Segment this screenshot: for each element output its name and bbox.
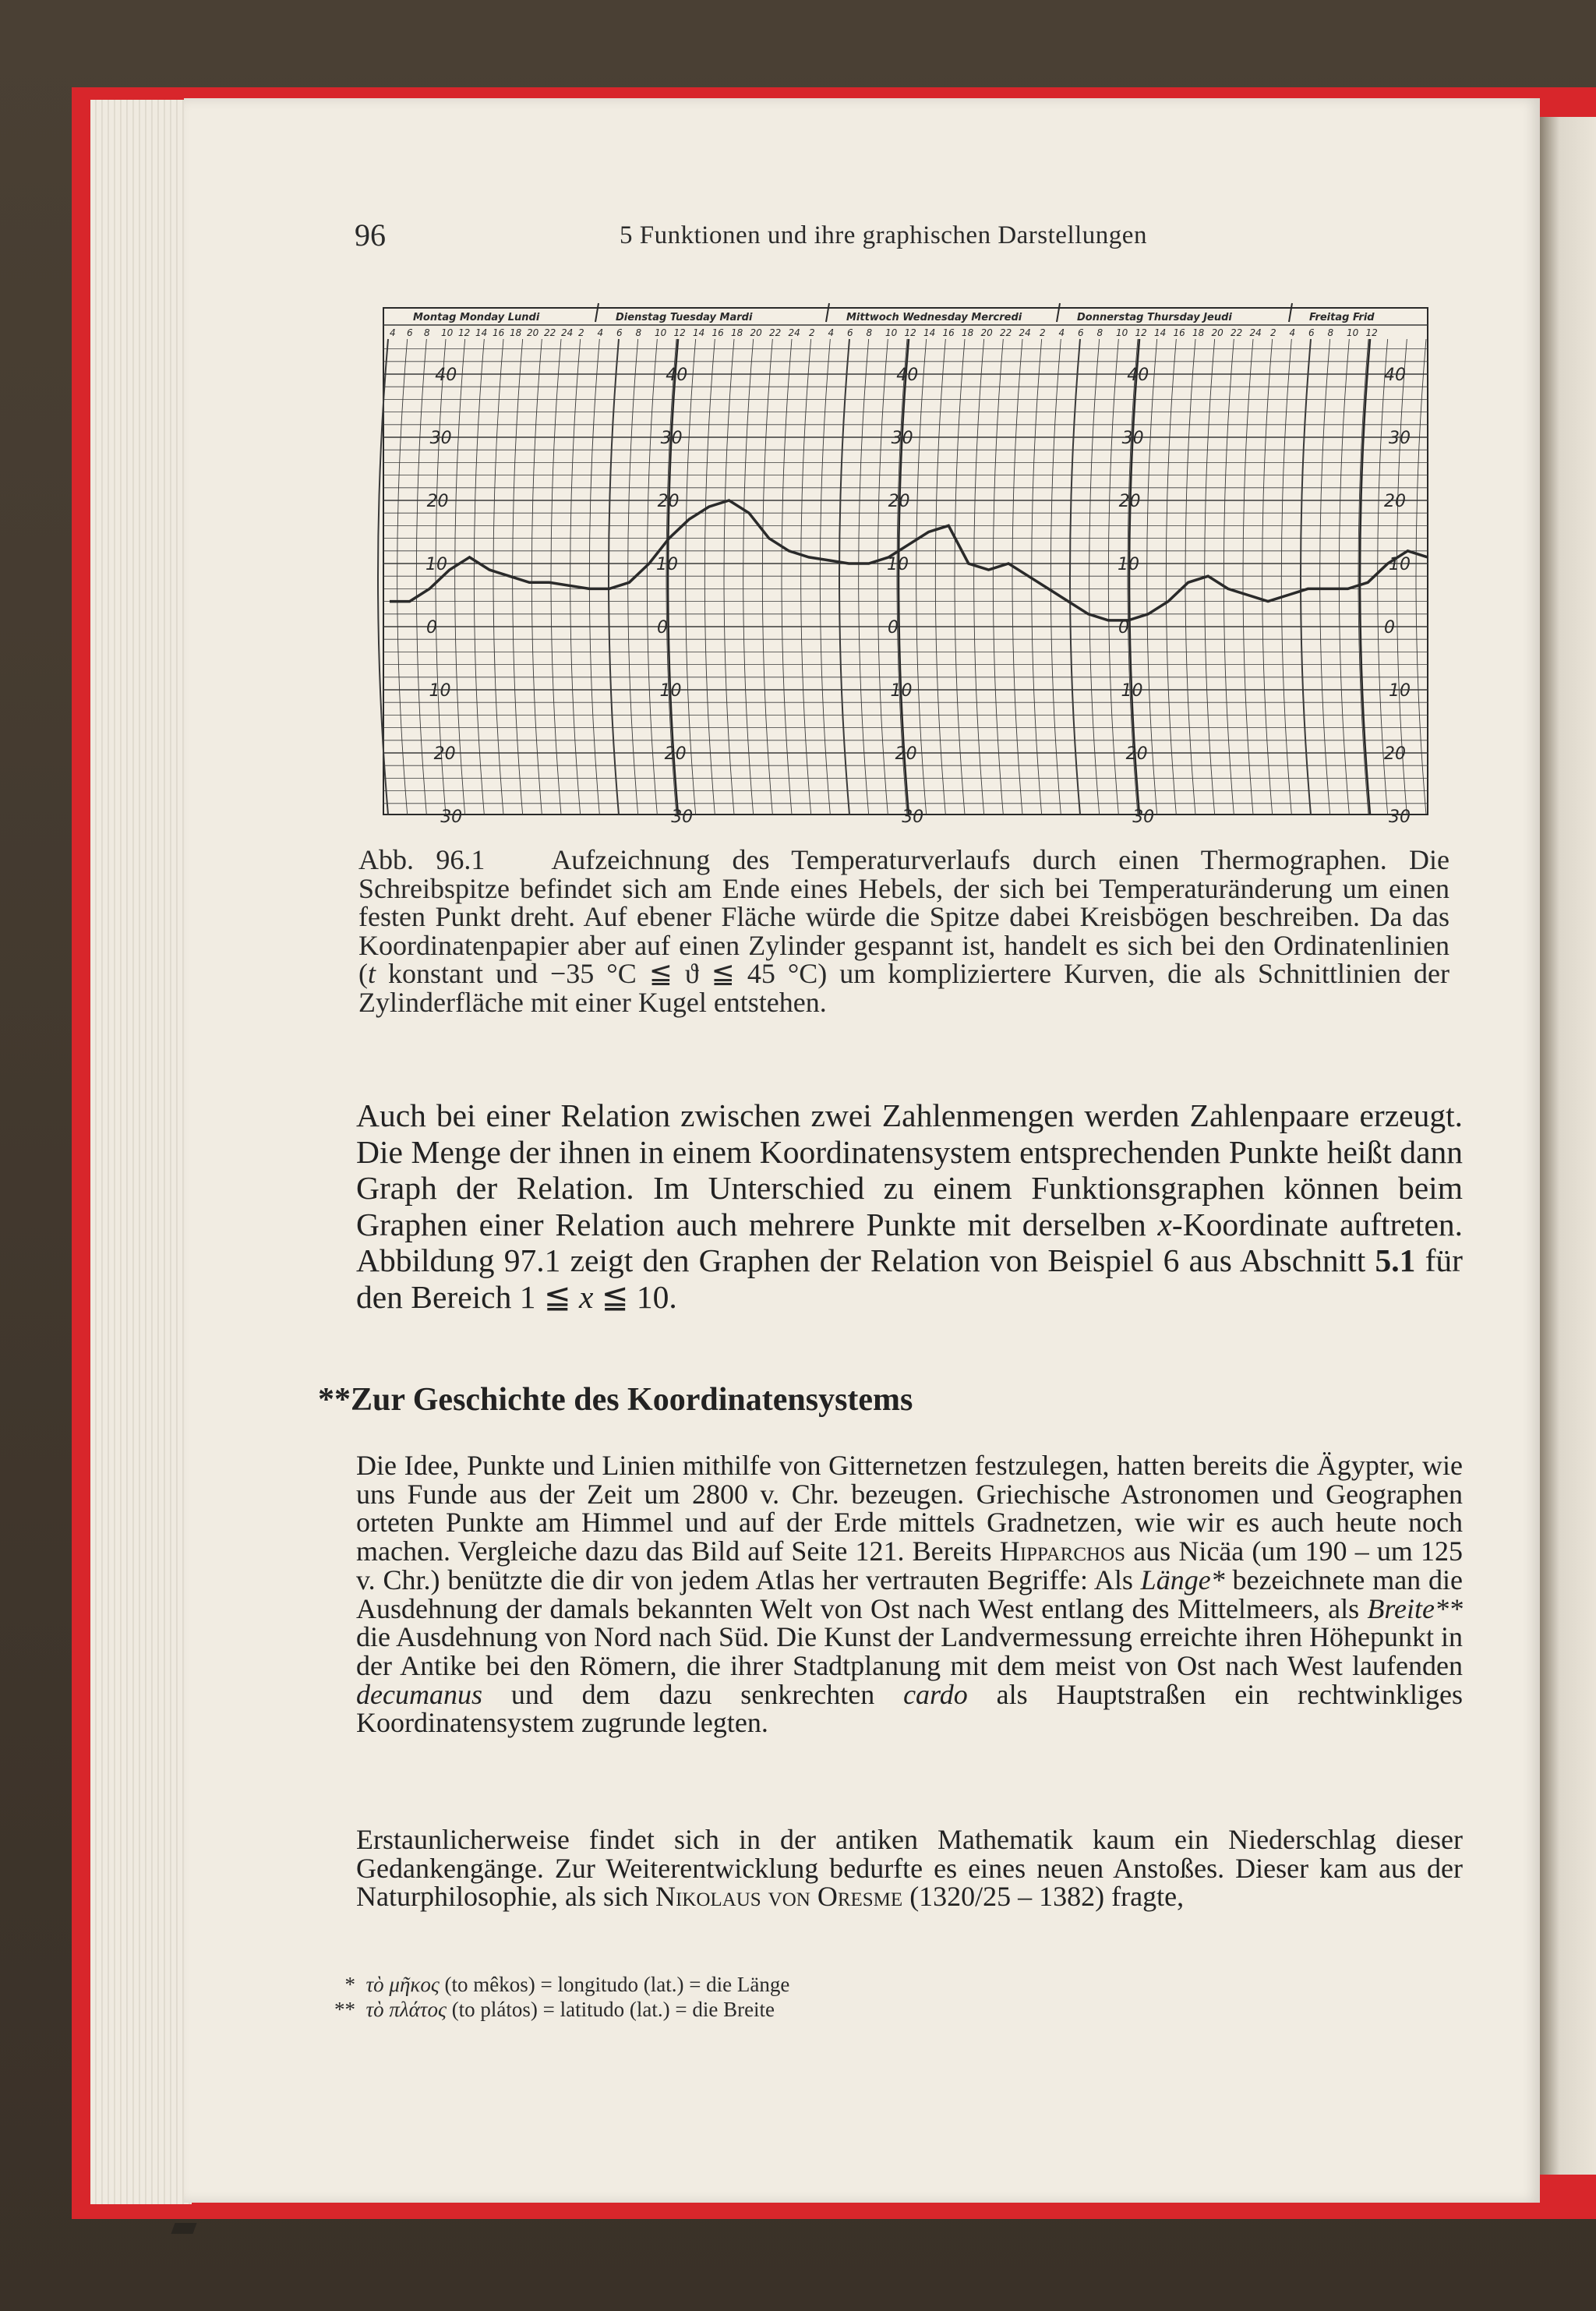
- hour-tick-label: 14: [1154, 327, 1167, 338]
- scale-label: 0: [657, 618, 669, 638]
- footnote-2: [327, 1997, 789, 2022]
- text-run: aus Nicäa (um 190 – um 125 v. Chr.) benützte die dir von jedem Atlas her vertrauten Begriffe: Als: [356, 1535, 1464, 1595]
- scale-label: 30: [660, 429, 683, 448]
- relation-paragraph: [356, 1097, 1463, 1315]
- scale-label: 10: [429, 681, 451, 701]
- footnote-text: (to mêkos) = longitudo (lat.) = die Länge: [439, 1973, 790, 1996]
- scale-label-last: 0: [1384, 618, 1395, 638]
- facing-page-edge: [1540, 117, 1596, 2175]
- scale-label: 10: [656, 555, 679, 574]
- footnote-mark: **: [334, 1998, 355, 2021]
- scale-label: 10: [425, 555, 448, 574]
- hour-tick-label: 4: [390, 327, 396, 338]
- scale-label: 30: [671, 807, 694, 826]
- scale-label: 0: [888, 618, 899, 638]
- hour-tick-label: 2: [1040, 327, 1046, 338]
- scale-label: 20: [426, 492, 449, 511]
- scale-label: 30: [440, 807, 463, 826]
- thermograph-chart: [374, 292, 1434, 826]
- caption-var-t: t: [368, 958, 376, 989]
- term-breite: Breite**: [1367, 1592, 1463, 1624]
- hour-tick-label: 4: [1289, 327, 1296, 338]
- day-header-label: Mittwoch Wednesday Mercredi: [846, 312, 1022, 323]
- term-decumanus: decumanus: [356, 1678, 482, 1710]
- scale-label: 20: [433, 744, 456, 764]
- running-title: 5 Funktionen und ihre graphischen Darstellungen: [620, 221, 1147, 249]
- figure-caption: [358, 846, 1449, 1016]
- scale-label: 20: [657, 492, 680, 511]
- scale-label: 20: [895, 744, 917, 764]
- hour-tick-label: 2: [578, 327, 584, 338]
- text-run: für den Bereich 1 ≦: [356, 1242, 1464, 1315]
- scale-label: 40: [435, 366, 457, 385]
- scale-label-last: 10: [1389, 681, 1411, 701]
- scale-label: 10: [890, 681, 913, 701]
- hour-tick-label: 20: [980, 327, 993, 338]
- footnote-text: (to plátos) = latitudo (lat.) = die Breite: [446, 1998, 775, 2021]
- text-run: Erstaunlicherweise findet sich in der antiken Mathematik kaum ein Niederschlag dieser Gedankengänge. Zur Weiterentwicklung bedurfte es eines neuen Anstoßes. Dieser kam aus der Naturphilosophie, als sich: [356, 1824, 1463, 1913]
- scale-label: 40: [666, 366, 688, 385]
- page-number: 96: [355, 217, 386, 253]
- day-header-label: Donnerstag Thursday Jeudi: [1077, 312, 1232, 323]
- scale-label: 30: [1132, 807, 1155, 826]
- binding-mark: [171, 2223, 196, 2234]
- hour-tick-label: 22: [1000, 327, 1012, 338]
- scale-label: 10: [887, 555, 909, 574]
- hour-tick-label: 12: [1135, 327, 1147, 338]
- scale-label-last: 20: [1384, 744, 1406, 764]
- hour-tick-label: 24: [1249, 327, 1262, 338]
- hour-tick-label: 12: [904, 327, 916, 338]
- hour-tick-label: 4: [1058, 327, 1065, 338]
- var-x: x: [578, 1278, 594, 1315]
- person-name: Hipparchos: [999, 1535, 1126, 1567]
- text-run: ≦ 10.: [593, 1278, 677, 1315]
- hour-tick-label: 8: [1096, 327, 1103, 338]
- hour-tick-label: 18: [731, 327, 743, 338]
- day-header-label: Dienstag Tuesday Mardi: [616, 312, 753, 323]
- var-x: x: [1157, 1206, 1172, 1242]
- scale-label: 0: [1118, 618, 1130, 638]
- hour-tick-label: 24: [788, 327, 800, 338]
- footnote-1: [327, 1972, 789, 1997]
- hour-tick-label: 20: [750, 327, 762, 338]
- scale-label: 30: [891, 429, 913, 448]
- term-cardo: cardo: [903, 1678, 968, 1710]
- hour-tick-label: 10: [1116, 327, 1128, 338]
- page-stack-edge: [90, 100, 192, 2204]
- scale-label-last: 10: [1389, 555, 1411, 574]
- hour-tick-label: 8: [1327, 327, 1334, 338]
- section-heading: **Zur Geschichte des Koordinatensystems: [318, 1382, 913, 1418]
- text-run: als Hauptstraßen ein rechtwinkliges Koordinatensystem zugrunde legten.: [356, 1678, 1463, 1739]
- hour-tick-label: 18: [962, 327, 974, 338]
- hour-tick-label: 8: [424, 327, 430, 338]
- scale-label-last: 30: [1389, 429, 1411, 448]
- scale-label-last: 40: [1384, 366, 1406, 385]
- hour-tick-label: 10: [655, 327, 667, 338]
- scale-label-last: 30: [1389, 807, 1411, 826]
- section-ref: 5.1: [1375, 1242, 1416, 1278]
- hour-tick-label: 12: [1365, 327, 1378, 338]
- hour-tick-label: 4: [828, 327, 835, 338]
- scale-label: 30: [1121, 429, 1144, 448]
- day-header-label: Freitag Frid: [1309, 312, 1375, 323]
- footnote-mark: *: [344, 1973, 355, 1996]
- hour-tick-label: 2: [809, 327, 815, 338]
- hour-tick-label: 6: [407, 327, 413, 338]
- hour-tick-label: 16: [711, 327, 724, 338]
- hour-tick-label: 20: [527, 327, 539, 338]
- hour-tick-label: 16: [942, 327, 955, 338]
- text-run: Die Idee, Punkte und Linien mithilfe von Gitternetzen festzulegen, hatten bereits die Ägypter, wie uns Funde aus der Zeit um 2800 v. Chr. bezeugen. Griechische Astronomen und Geographen orteten Punkte am Himmel und auf der Erde mittels Gradnetzen, wie wir es auch heute noch machen. Vergleiche dazu das Bild auf Seite 121. Bereits: [356, 1450, 1463, 1567]
- history-paragraph-2: [356, 1825, 1463, 1911]
- hour-tick-label: 18: [510, 327, 522, 338]
- scale-label: 10: [659, 681, 682, 701]
- hour-tick-label: 20: [1211, 327, 1223, 338]
- hour-tick-label: 22: [769, 327, 782, 338]
- scale-label: 20: [664, 744, 687, 764]
- text-run: die Ausdehnung von Nord nach Süd. Die Kunst der Landvermessung erreichte ihren Höhepunkt in der Antike bei den Römern, die ihrer Stadtplanung mit dem meist von Ost nach West laufenden: [356, 1621, 1463, 1681]
- text-run: bezeichnete man die Ausdehnung der damals bekannten Welt von Ost nach West entlang des Mittelmeers, als: [356, 1564, 1463, 1624]
- day-header-label: Montag Monday Lundi: [413, 312, 540, 323]
- hour-tick-label: 22: [1231, 327, 1243, 338]
- hour-tick-label: 6: [847, 327, 853, 338]
- hour-tick-label: 4: [597, 327, 604, 338]
- scale-label: 30: [429, 429, 452, 448]
- text-run: -Koordinate auftreten. Abbildung 97.1 zeigt den Graphen der Relation von Beispiel 6 aus Abschnitt: [356, 1206, 1464, 1278]
- term-laenge: Länge*: [1140, 1564, 1225, 1595]
- person-name: Nikolaus von Oresme: [655, 1881, 903, 1913]
- hour-tick-label: 22: [544, 327, 556, 338]
- hour-tick-label: 16: [1173, 327, 1185, 338]
- hour-tick-label: 8: [866, 327, 873, 338]
- hour-tick-label: 10: [441, 327, 454, 338]
- text-run: (1320/25 – 1382) fragte,: [902, 1881, 1185, 1913]
- scale-label: 40: [896, 366, 919, 385]
- thermograph-figure: [374, 292, 1434, 826]
- caption-label: Abb. 96.1: [358, 844, 486, 875]
- hour-tick-label: 6: [1078, 327, 1084, 338]
- scale-label-last: 20: [1384, 492, 1406, 511]
- footnotes: [327, 1972, 789, 2022]
- greek-term: τὸ πλάτος: [365, 1998, 447, 2021]
- scale-label: 10: [1121, 681, 1143, 701]
- scale-label: 40: [1127, 366, 1149, 385]
- hour-tick-label: 10: [885, 327, 898, 338]
- hour-tick-label: 12: [458, 327, 471, 338]
- hour-tick-label: 14: [693, 327, 705, 338]
- hour-tick-label: 8: [635, 327, 642, 338]
- hour-tick-label: 14: [475, 327, 488, 338]
- scale-label: 0: [426, 618, 438, 638]
- hour-tick-label: 24: [561, 327, 574, 338]
- scale-label: 30: [902, 807, 924, 826]
- hour-tick-label: 16: [493, 327, 505, 338]
- hour-tick-label: 24: [1019, 327, 1031, 338]
- hour-tick-label: 12: [673, 327, 686, 338]
- greek-term: τὸ μῆκος: [365, 1973, 440, 1996]
- text-run: Auch bei einer Relation zwischen zwei Zahlenmengen werden Zahlenpaare erzeugt. Die Menge der ihnen in einem Koordinatensystem entsprechenden Punkte heißt dann Graph der Relation. Im Unterschied zu einem Funktionsgraphen können beim Graphen einer Relation auch mehrere Punkte mit derselben: [356, 1097, 1463, 1242]
- caption-text: Aufzeichnung des Temperaturverlaufs durch einen Thermographen. Die Schreibspitze befindet sich am Ende eines Hebels, der sich bei Temperaturänderung um einen festen Punkt dreht. Auf ebener Fläche würde die Spitze dabei Kreisbögen beschreiben. Da das Koordinatenpapier aber auf einen Zylinder gespannt ist, handelt es sich bei den Ordinatenlinien (: [358, 844, 1450, 989]
- hour-tick-label: 2: [1270, 327, 1276, 338]
- hour-tick-label: 6: [616, 327, 623, 338]
- scale-label: 20: [1118, 492, 1141, 511]
- scale-label: 20: [1125, 744, 1148, 764]
- hour-tick-label: 18: [1192, 327, 1205, 338]
- scale-label: 10: [1118, 555, 1140, 574]
- history-paragraph-1: [356, 1451, 1463, 1737]
- hour-tick-label: 10: [1347, 327, 1359, 338]
- hour-tick-label: 14: [923, 327, 936, 338]
- scale-label: 20: [888, 492, 910, 511]
- text-run: und dem dazu senkrechten: [482, 1678, 904, 1710]
- caption-text-end: konstant und −35 °C ≦ ϑ ≦ 45 °C) um kompliziertere Kurven, die als Schnittlinien der Zylinderfläche mit einer Kugel entstehen.: [358, 958, 1449, 1018]
- hour-tick-label: 6: [1308, 327, 1315, 338]
